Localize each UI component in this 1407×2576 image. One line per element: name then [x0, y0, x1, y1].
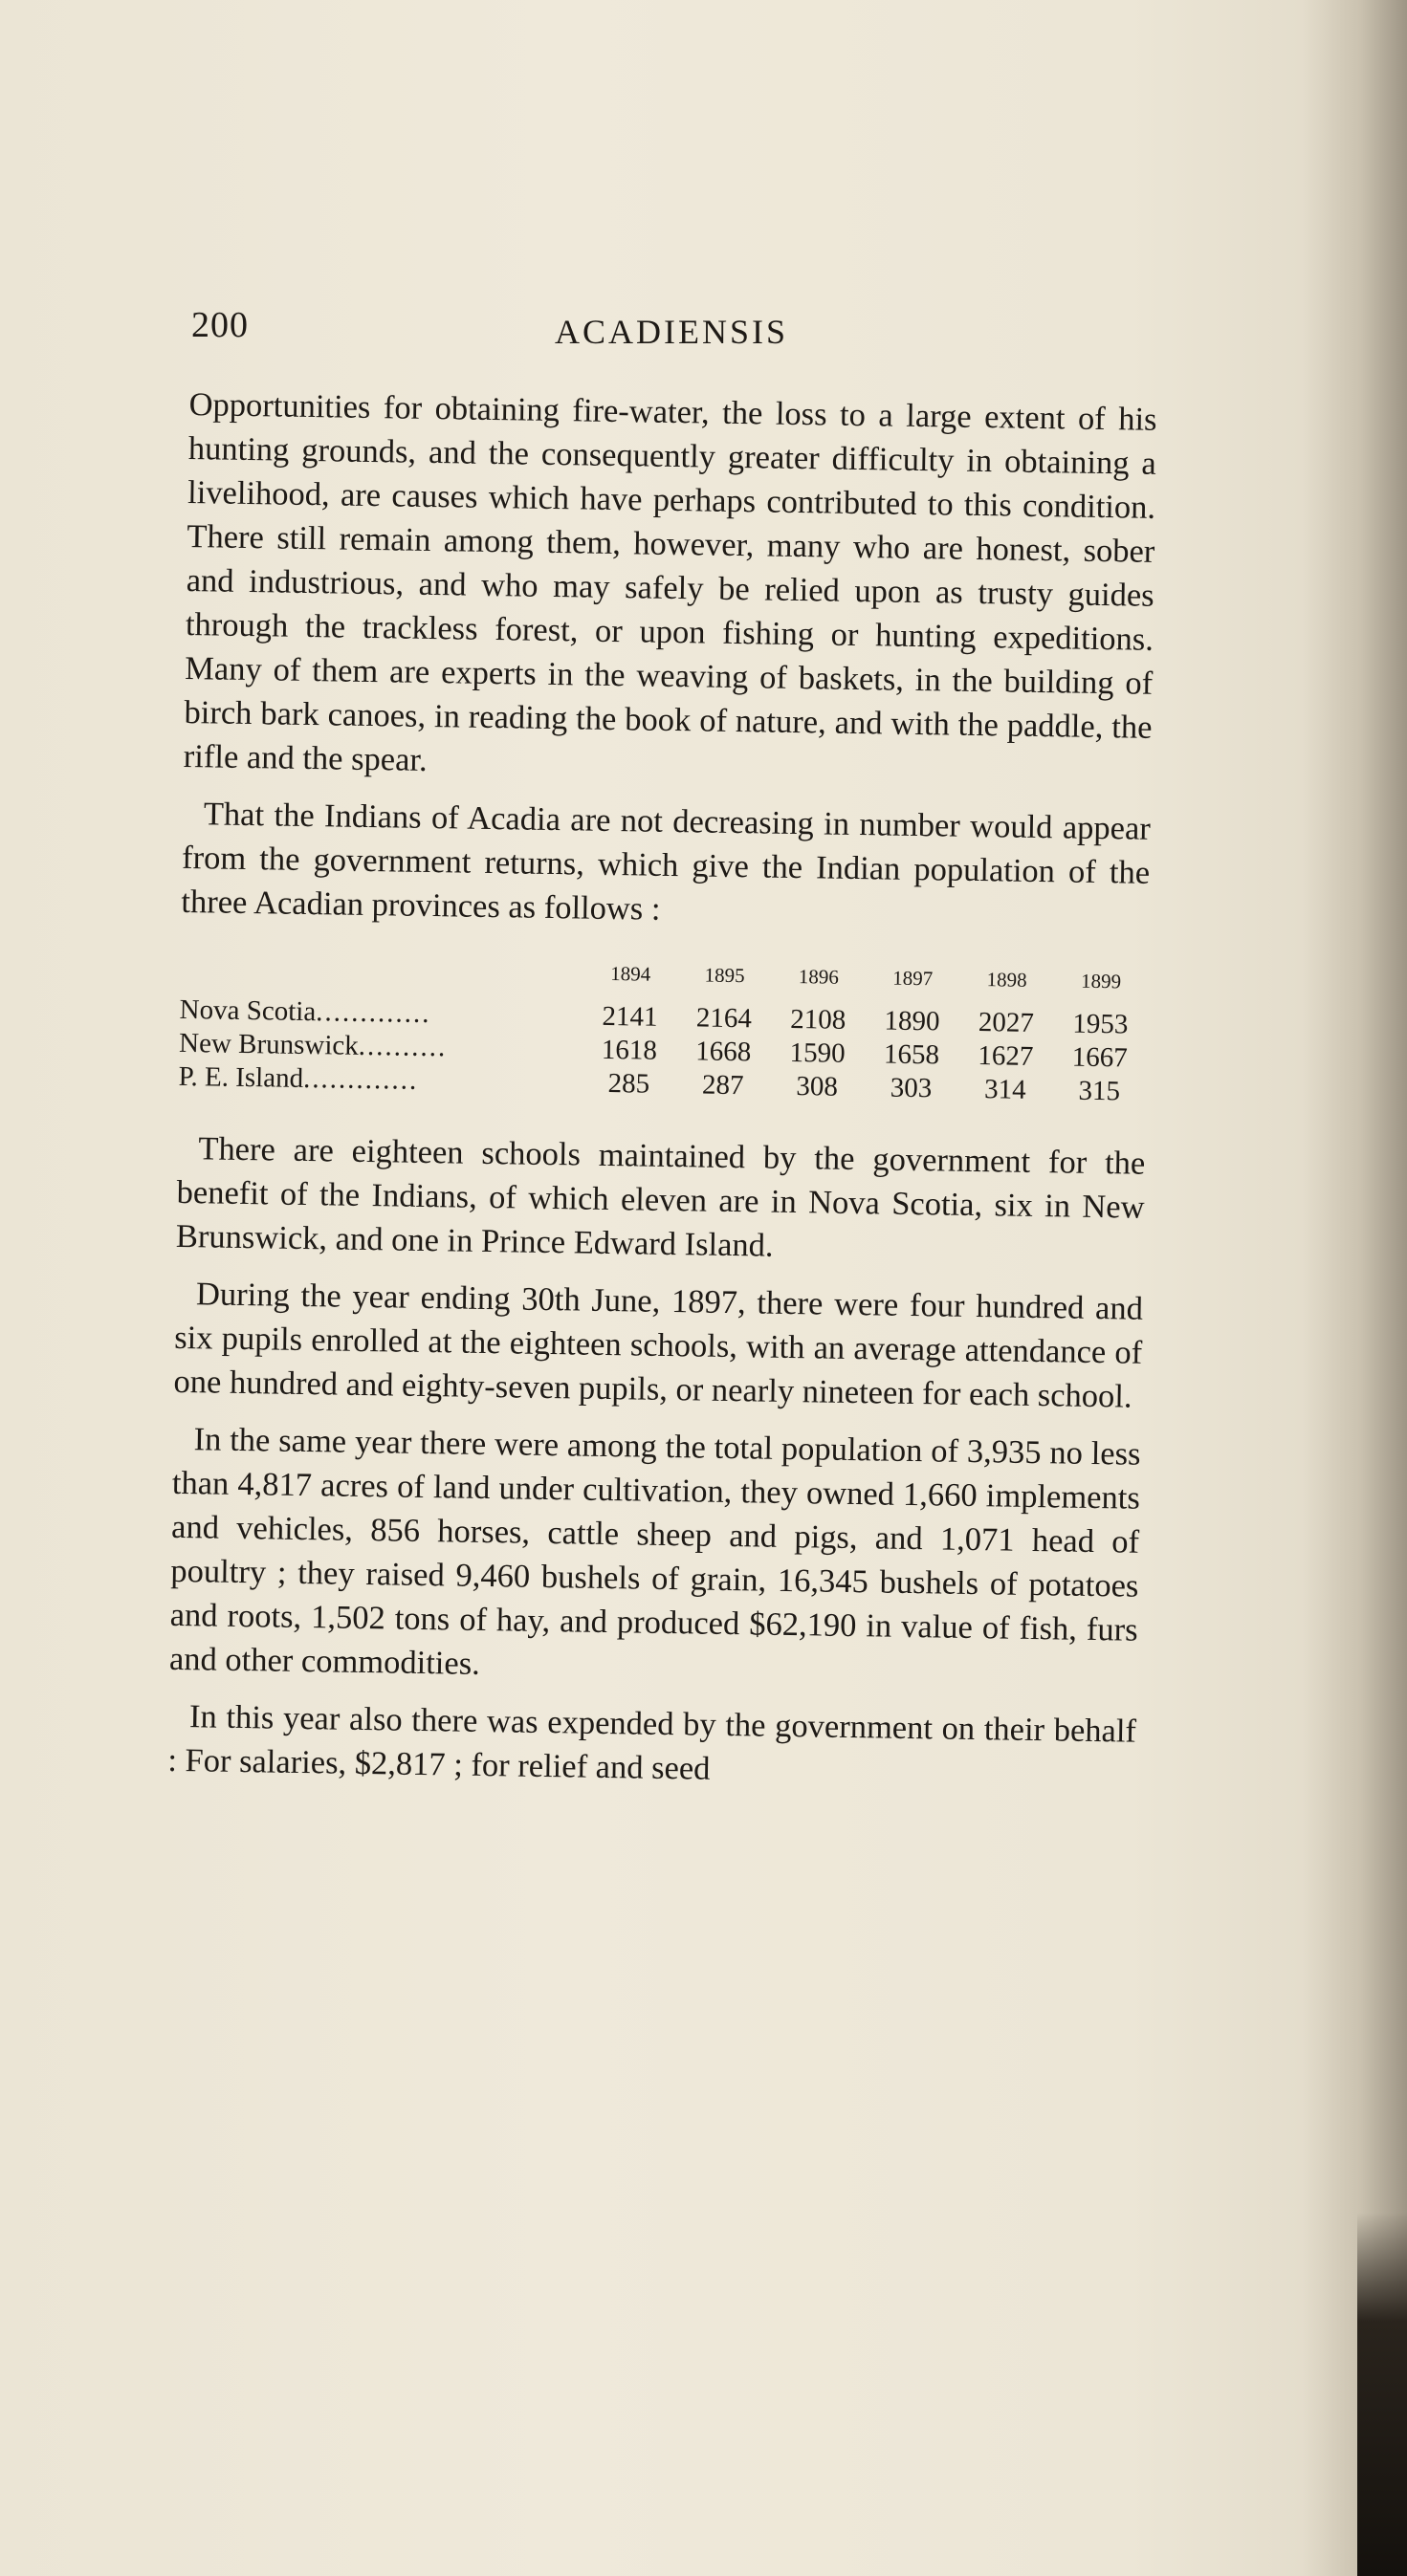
table-cell: 303 — [890, 1072, 933, 1104]
year-header: 1897 — [892, 966, 934, 991]
province-name: P. E. Island — [178, 1060, 304, 1094]
table-cell: 1890 — [884, 1005, 940, 1037]
population-table — [178, 950, 1148, 1109]
leader-dots: ............. — [302, 1062, 419, 1096]
table-cell: 314 — [983, 1074, 1026, 1105]
table-cell: 308 — [796, 1071, 839, 1102]
table-cell: 2141 — [602, 1000, 658, 1033]
province-cell — [178, 1060, 582, 1101]
province-name: Nova Scotia — [179, 993, 317, 1028]
table-cell: 2108 — [789, 1003, 846, 1036]
book-edge — [1357, 2213, 1407, 2576]
year-header: 1899 — [1080, 969, 1122, 993]
leader-dots: ............. — [315, 996, 431, 1030]
table-cell: 285 — [607, 1067, 650, 1100]
table-cell: 1658 — [883, 1038, 940, 1071]
table-cell: 1627 — [978, 1040, 1034, 1072]
body-text — [167, 382, 1157, 1798]
year-header: 1894 — [610, 961, 651, 986]
year-header: 1898 — [986, 968, 1027, 992]
year-header: 1895 — [704, 963, 745, 988]
paragraph: That the Indians of Acadia are not decreasing in number would appear from the government returns, which give the Indian population of the three Acadian provinces as follows : — [181, 796, 1152, 928]
page-gutter-shadow — [1302, 0, 1407, 2576]
table-cell: 2164 — [695, 1002, 753, 1035]
table-cell: 1667 — [1071, 1041, 1129, 1074]
year-header: 1896 — [798, 965, 840, 989]
paragraph: There are eighteen schools maintained by the government for the benefit of the Indians, of which eleven are in Nova Scotia, six in New Brunswick, and one in Prince Edward Island. — [175, 1130, 1146, 1264]
table-cell: 1590 — [789, 1037, 846, 1069]
leader-dots: .......... — [358, 1030, 448, 1063]
province-name: New Brunswick — [178, 1027, 360, 1061]
table-cell: 1668 — [695, 1036, 752, 1068]
paragraph: In the same year there were among the total population of 3,935 no less than 4,817 acres of land under cultivation, they owned 1,660 implements and vehicles, 856 horses, cattle sheep and pigs, and 1,071 head of poultry ; they raised 9,460 bushels of grain, 16,345 bushels of potatoes and roots, 1,502 tons of hay, and produced $62,190 in value of fish, furs and other commodities. — [168, 1421, 1141, 1682]
page-number: 200 — [191, 305, 249, 345]
table-cell: 2027 — [978, 1007, 1035, 1038]
table-corner — [180, 950, 583, 1000]
table-cell: 1618 — [601, 1034, 658, 1066]
page-header — [191, 304, 1157, 358]
table-cell: 287 — [701, 1069, 744, 1102]
table-cell: 1953 — [1072, 1008, 1129, 1040]
paragraph: In this year also there was expended by the government on their behalf : For salaries, $2,817 ; for relief and seed — [167, 1698, 1137, 1787]
paragraph: During the year ending 30th June, 1897, there were four hundred and six pupils enrolled at the eighteen schools, with an average attendance of one hundred and eighty-seven pupils, or nearly nineteen for each school. — [173, 1276, 1144, 1415]
running-head: ACADIENSIS — [555, 313, 789, 351]
table-cell: 315 — [1078, 1075, 1121, 1107]
paragraph: Opportunities for obtaining fire-water, the loss to a large extent of his hunting grounds, and the consequently greater difficulty in obtaining a livelihood, are causes which have perhaps contributed to this condition. There still remain among them, however, many who are honest, sober and industrious, and who may safely be relied upon as trusty guides through the trackless forest, or upon fishing or hunting expeditions. Many of them are experts in the weaving of baskets, in the building of birch bark canoes, in reading the book of nature, and with the paddle, the rifle and the spear. — [183, 385, 1157, 778]
